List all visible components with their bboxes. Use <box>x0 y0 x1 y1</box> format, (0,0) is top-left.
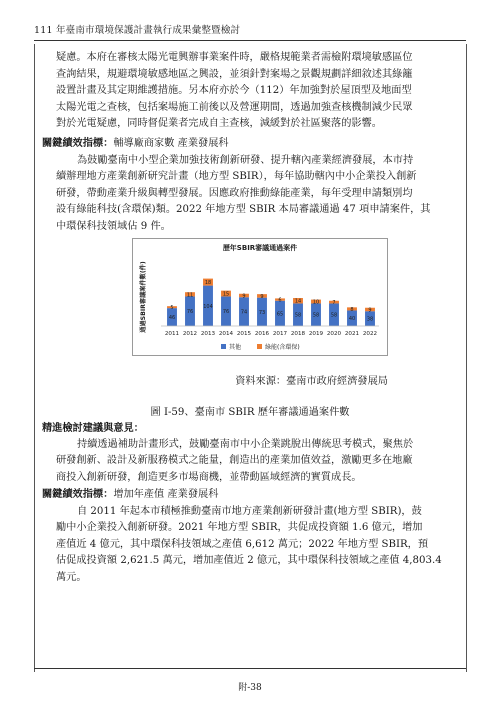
kpi-section-1 <box>42 135 462 236</box>
bar-value-label: 14 <box>294 298 302 305</box>
figure-source: 資料來源：臺南市政府經濟發展局 <box>235 376 388 387</box>
bar-value-label: 73 <box>258 309 266 316</box>
bar-value-label: 15 <box>222 291 230 298</box>
x-tick-label: 2021 <box>344 331 360 337</box>
header-rule <box>34 40 466 41</box>
figure-caption: 圖 I-59、臺南市 SBIR 歷年審議通過案件數 <box>150 407 350 418</box>
kpi1-line: 續辦理地方產業創新研究計畫（地方型 SBIR），每年協助轄內中小企業投入創新 <box>56 171 417 183</box>
legend-label-green: 綠能(含環保) <box>265 344 300 351</box>
kpi2-line: 產值近 4 億元，其中環保科技領域之產值 6,612 萬元；2022 年地方型 SBIR，預 <box>56 538 429 550</box>
review-line: 研發創新、設計及新服務模式之能量，創造出的產業加值效益，激勵更多在地廠 <box>56 455 413 467</box>
x-tick-label: 2018 <box>290 331 306 337</box>
bar-value-label: 76 <box>186 309 194 316</box>
right-margin-rule <box>466 44 467 672</box>
x-tick-label: 2019 <box>308 331 324 337</box>
intro-line: 對於光電疑慮，同時督促業者完成自主查核，減緩對於社區聚落的影響。 <box>56 118 382 130</box>
bar-value-label: 9 <box>368 307 372 314</box>
bar-value-label: 6 <box>278 297 282 304</box>
review-line: 持續透過補助計畫形式，鼓勵臺南市中小企業跳脫出傳統思考模式，聚焦於 <box>77 438 414 450</box>
review-section <box>42 420 462 486</box>
bar-value-label: 40 <box>348 316 356 323</box>
review-heading: 精進檢討建議與意見： <box>42 422 144 434</box>
bar-value-label: 11 <box>186 292 194 299</box>
bar-value-label: 10 <box>312 299 320 306</box>
x-tick-label: 2017 <box>272 331 288 337</box>
x-tick-label: 2016 <box>254 331 270 337</box>
bar-value-label: 58 <box>294 312 302 319</box>
sbir-chart <box>132 238 388 356</box>
kpi2-line: 估促成投資額 2,621.5 萬元，增加產值近 2 億元，其中環保科技領域之產值 4,803.4 <box>56 555 442 567</box>
kpi-label: 關鍵績效指標： <box>42 137 114 149</box>
chart-legend <box>221 343 300 351</box>
kpi2-line: 勵中小企業投入創新研發。2021 年地方型 SBIR，共促成投資額 1.6 億元，增加 <box>56 522 423 534</box>
x-tick-label: 2011 <box>164 331 180 337</box>
bar-value-label: 65 <box>276 311 284 318</box>
bar-value-label: 104 <box>203 303 213 310</box>
intro-line: 查詢結果，規避環境敏感地區之興設，並須針對案場之景觀規劃詳細敘述其綠籬 <box>56 68 413 80</box>
kpi-value: 輔導廠商家數 產業發展科 <box>113 138 229 149</box>
intro-line: 疑慮。本府在審核太陽光電興辦事業案件時，嚴格規範業者需檢附環境敏感區位 <box>56 52 413 63</box>
left-margin-rule <box>34 44 35 672</box>
kpi-value: 增加年產值 產業發展科 <box>113 489 219 500</box>
legend-label-other: 其他 <box>229 344 242 351</box>
x-tick-label: 2013 <box>200 331 216 337</box>
bar-value-label: 18 <box>204 280 212 287</box>
page-number: 附-38 <box>238 683 262 693</box>
bar-value-label: 76 <box>222 309 230 316</box>
kpi2-line: 萬元。 <box>56 571 87 583</box>
footer-rule <box>34 668 466 669</box>
kpi1-line: 研發，帶動產業升級與轉型發展。因應政府推動綠能產業，每年受理申請類別均 <box>56 187 413 199</box>
chart-title: 歷年SBIR審議通過案件 <box>222 244 298 252</box>
x-tick-label: 2015 <box>236 331 252 337</box>
kpi-section-2 <box>42 486 462 587</box>
x-tick-label: 2012 <box>182 331 198 337</box>
kpi1-line: 中環保科技領域佔 9 件。 <box>56 220 171 232</box>
chart-bars <box>167 279 375 326</box>
kpi-heading-1 <box>42 135 462 153</box>
intro-line: 太陽光電之查核，包括案場施工前後以及營運期間，透過加強查核機制減少民眾 <box>56 101 413 113</box>
intro-paragraph <box>42 50 462 133</box>
bar-value-label: 74 <box>240 309 248 316</box>
legend-swatch-green <box>257 344 262 349</box>
bar-value-label: 5 <box>170 305 174 312</box>
bar-value-label: 8 <box>350 306 354 313</box>
bar-value-label: 9 <box>260 293 264 300</box>
review-line: 商投入創新研發，創造更多市場商機，並帶動區域經濟的實質成長。 <box>56 471 362 483</box>
kpi1-line: 設有綠能科技(含環保)類。2022 年地方型 SBIR 本局審議通過 47 項申請案件，其 <box>56 204 431 216</box>
x-tick-label: 2014 <box>218 331 234 337</box>
chart-x-ticks <box>165 331 377 337</box>
intro-line: 設置計畫及其定期維護措施。另本府亦於今（112）年加強對於屋頂型及地面型 <box>56 85 412 97</box>
bar-value-label: 7 <box>332 300 336 307</box>
bar-value-label: 9 <box>242 293 246 300</box>
kpi2-line: 自 2011 年起本市積極推動臺南市地方產業創新研發計畫(地方型 SBIR)，鼓 <box>77 505 422 517</box>
bar-value-label: 58 <box>312 312 320 319</box>
kpi-label: 關鍵績效指標： <box>42 488 114 500</box>
sbir-chart-svg <box>133 239 387 355</box>
x-tick-label: 2020 <box>326 331 342 337</box>
legend-swatch-other <box>221 344 226 349</box>
bar-value-label: 58 <box>330 312 338 319</box>
bar-value-label: 46 <box>168 315 176 322</box>
kpi-heading-2 <box>42 486 462 504</box>
bar-value-label: 38 <box>366 316 374 323</box>
kpi1-line: 為鼓勵臺南中小型企業加強技術創新研發、提升轄內產業經濟發展，本市持 <box>77 154 414 166</box>
chart-y-axis-label: 通過SBIR審議案件數(件) <box>140 261 147 333</box>
running-header: 111 年臺南市環境保護計畫執行成果彙整暨檢討 <box>34 25 241 36</box>
x-tick-label: 2022 <box>362 331 378 337</box>
